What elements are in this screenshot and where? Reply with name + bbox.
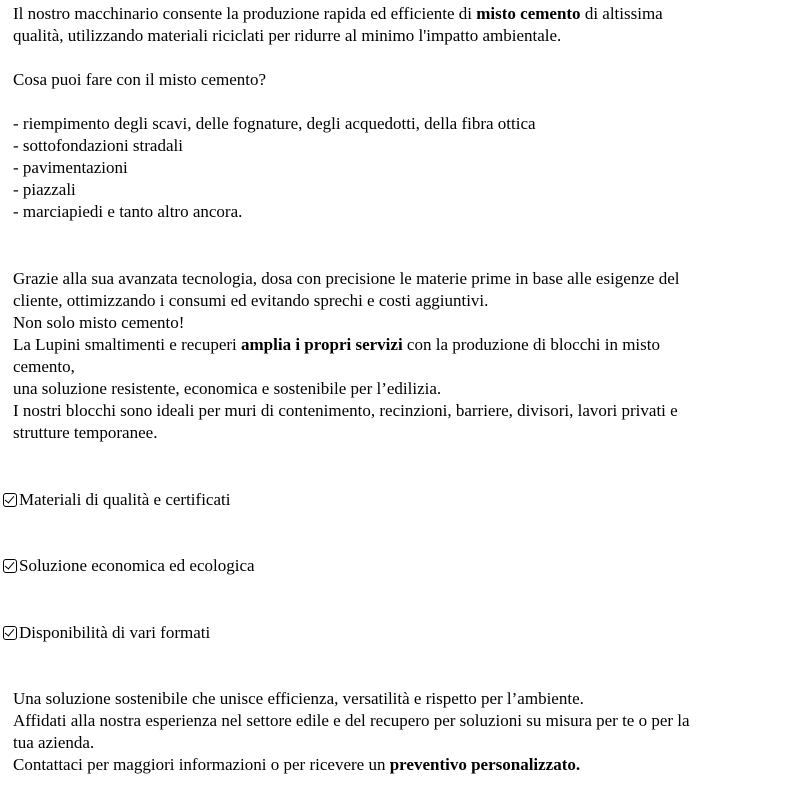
tech-line-4 — [13, 334, 660, 356]
feature-label: Materiali di qualità e certificati — [19, 490, 231, 509]
intro-line-2: qualità, utilizzando materiali riciclati per ridurre al minimo l'impatto ambientale. — [13, 26, 562, 45]
uses-item: - pavimentazioni — [13, 158, 128, 177]
intro-emphasis-misto-cemento: misto cemento — [476, 4, 581, 23]
tech-line-2: cliente, ottimizzando i consumi ed evitando sprechi e costi aggiuntivi. — [13, 291, 489, 310]
intro-line-1 — [13, 3, 663, 25]
feature-label: Disponibilità di vari formati — [19, 623, 211, 642]
tech-text: La Lupini smaltimenti e recuperi — [13, 335, 242, 354]
feature-label: Soluzione economica ed ecologica — [19, 556, 255, 575]
tech-line-6: una soluzione resistente, economica e sostenibile per l’edilizia. — [13, 379, 442, 398]
closing-line-2: Affidati alla nostra esperienza nel settore edile e del recupero per soluzioni su misura per te o per la — [13, 711, 690, 730]
checkbox-checked-icon — [3, 559, 17, 573]
uses-item: - piazzali — [13, 180, 76, 199]
feature-item — [0, 555, 255, 577]
uses-question: Cosa puoi fare con il misto cemento? — [13, 70, 267, 89]
tech-line-7: I nostri blocchi sono ideali per muri di contenimento, recinzioni, barriere, divisori, lavori privati e — [13, 401, 678, 420]
tech-line-5: cemento, — [13, 357, 75, 376]
feature-item — [0, 489, 230, 511]
closing-line-4 — [13, 754, 580, 776]
feature-item — [0, 622, 210, 644]
closing-emphasis-preventivo: preventivo personalizzato. — [389, 755, 581, 774]
uses-item: - marciapiedi e tanto altro ancora. — [13, 202, 243, 221]
tech-emphasis-servizi: amplia i propri servizi — [241, 335, 403, 354]
uses-item: - riempimento degli scavi, delle fognature, degli acquedotti, della fibra ottica — [13, 114, 536, 133]
tech-line-1: Grazie alla sua avanzata tecnologia, dosa con precisione le materie prime in base alle esigenze del — [13, 269, 680, 288]
closing-line-1: Una soluzione sostenibile che unisce efficienza, versatilità e rispetto per l’ambiente. — [13, 689, 584, 708]
closing-line-3: tua azienda. — [13, 733, 95, 752]
tech-line-8: strutture temporanee. — [13, 423, 158, 442]
checkbox-checked-icon — [3, 493, 17, 507]
tech-line-3: Non solo misto cemento! — [13, 313, 185, 332]
intro-text: Il nostro macchinario consente la produzione rapida ed efficiente di — [13, 4, 477, 23]
closing-text: Contattaci per maggiori informazioni o per ricevere un — [13, 755, 390, 774]
intro-text: di altissima — [580, 4, 663, 23]
uses-item: - sottofondazioni stradali — [13, 136, 183, 155]
tech-text: con la produzione di blocchi in misto — [402, 335, 660, 354]
checkbox-checked-icon — [3, 626, 17, 640]
